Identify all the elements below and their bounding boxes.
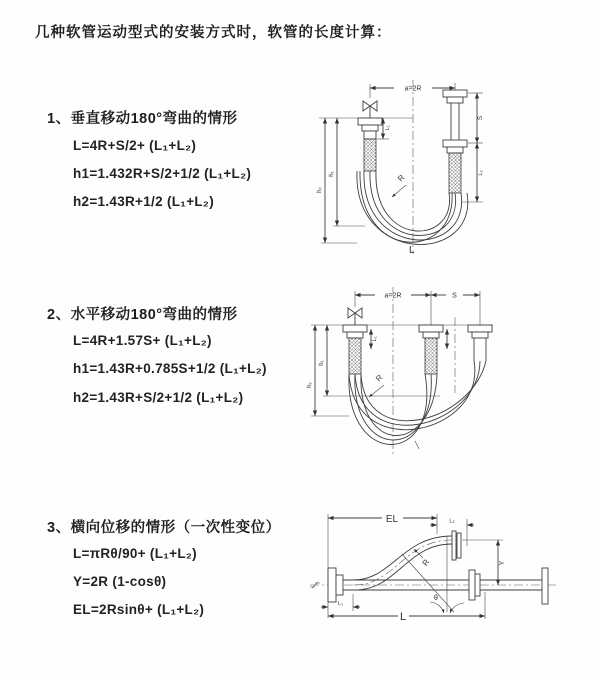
dim-label-l2: L₂ (449, 518, 455, 525)
dim-label-s: S (477, 115, 484, 121)
section-1-heading: 1、垂直移动180°弯曲的情形 (47, 111, 238, 127)
dim-label-l1: L₁ (372, 336, 378, 342)
dim-label-s: S (452, 292, 457, 300)
hose-u-displaced (349, 361, 486, 430)
right-braid-hose (449, 153, 461, 193)
upper-flange (452, 531, 461, 560)
section-2-formula-L: L=4R+1.57S+ (L₁+L₂) (73, 333, 212, 348)
diagram-lateral-displacement (306, 506, 576, 658)
middle-flange (419, 325, 443, 338)
dim-label-l1: L₁ (385, 125, 391, 131)
valve-icon (348, 308, 362, 325)
section-3-formula-EL: EL=2Rsinθ+ (L₁+L₂) (73, 602, 205, 617)
section-2-formula-h2: h2=1.43R+S/2+1/2 (L₁+L₂) (73, 390, 244, 405)
radius-label: R (374, 373, 385, 384)
dim-label-h2: h₂ (307, 382, 313, 388)
length-label: L (399, 611, 407, 623)
length-label: L (409, 245, 415, 256)
right-flange-lower (443, 140, 467, 153)
left-braid-hose (349, 338, 361, 374)
left-braid-hose (364, 139, 376, 171)
left-flange (343, 325, 367, 338)
section-2-heading: 2、水平移动180°弯曲的情形 (47, 307, 238, 323)
right-flange-upper (443, 90, 467, 103)
section-1-formula-L: L=4R+S/2+ (L₁+L₂) (73, 138, 197, 153)
section-1-formula-h2: h2=1.43R+1/2 (L₁+L₂) (73, 194, 215, 209)
section-3-heading: 3、横向位移的情形（一次性变位） (47, 520, 281, 536)
radius-label: R (396, 173, 407, 184)
radius-label: R (420, 557, 432, 568)
dim-label-l2: L₂ (478, 170, 484, 176)
dim-label-h1: h₁ (329, 171, 335, 177)
diagram-vertical-180-bend (305, 76, 580, 258)
middle-braid-hose (425, 338, 437, 374)
section-3-formula-Y: Y=2R (1-cosθ) (73, 574, 167, 589)
dim-label-el: EL (385, 514, 399, 525)
valve-icon (363, 101, 377, 118)
section-2-formula-h1: h1=1.43R+0.785S+1/2 (L₁+L₂) (73, 361, 267, 376)
dim-label-a2r: a=2R (404, 85, 422, 93)
diagram-horizontal-180-bend (303, 283, 583, 461)
angle-label-theta: θ (434, 595, 438, 602)
left-flange (328, 568, 343, 602)
dim-label-y: Y (499, 560, 506, 566)
left-flange (358, 118, 382, 139)
dim-label-l1: L₁ (338, 601, 343, 607)
right-coupling-flange (469, 570, 480, 600)
dim-label-h1: h₁ (319, 360, 325, 366)
right-flange (468, 325, 492, 338)
dim-label-h2: h₂ (317, 187, 323, 193)
hose-s-curve (354, 536, 452, 590)
page-title: 几种软管运动型式的安装方式时，软管的长度计算： (35, 25, 392, 41)
section-1-formula-h1: h1=1.432R+S/2+1/2 (L₁+L₂) (73, 166, 252, 181)
right-end-flange (542, 568, 548, 604)
section-3-formula-L: L=πRθ/90+ (L₁+L₂) (73, 546, 197, 561)
dim-label-a2r: a=2R (384, 292, 402, 300)
